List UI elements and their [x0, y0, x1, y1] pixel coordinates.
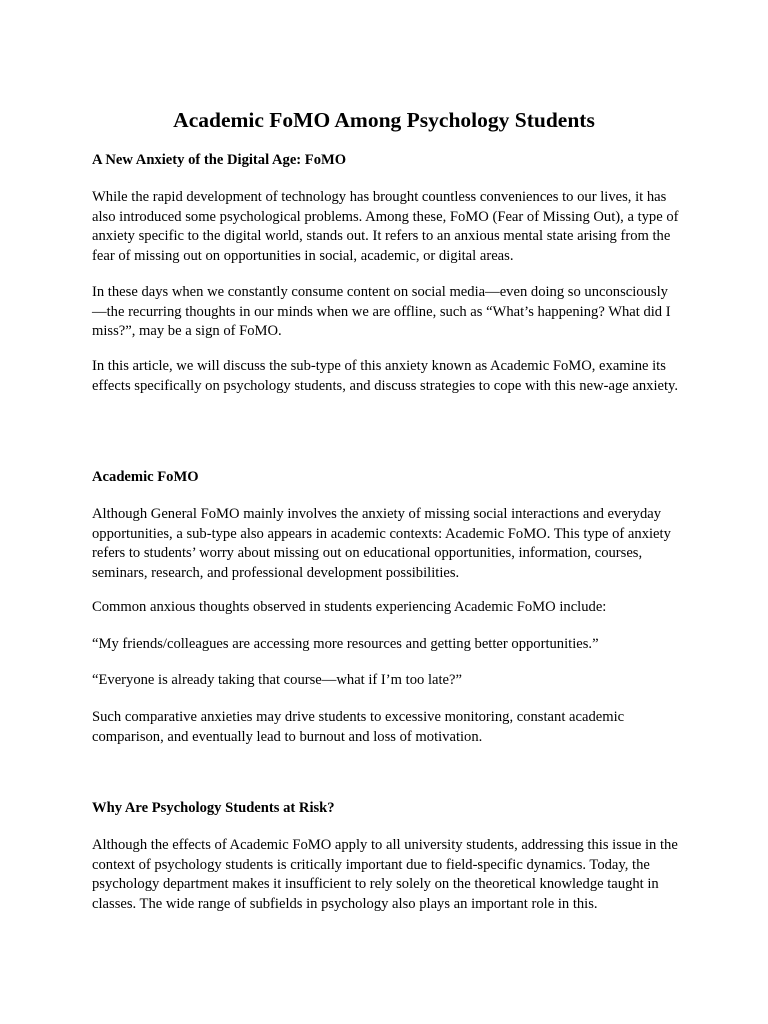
document-title: Academic FoMO Among Psychology Students	[173, 108, 595, 132]
section-heading-academic-fomo: Academic FoMO	[92, 469, 199, 485]
paragraph-article-overview: In this article, we will discuss the sub-type of this anxiety known as Academic FoMO, examine its effects specifically on psychology students, and discuss strategies to cope with this new-age anxiety.	[92, 358, 679, 394]
section-heading-psychology-risk: Why Are Psychology Students at Risk?	[92, 800, 335, 816]
paragraph-social-media: In these days when we constantly consume content on social media—even doing so unconsciously—the recurring thoughts in our minds when we are offline, such as “What’s happening? What did I miss?”, may be a sign of FoMO.	[92, 284, 671, 340]
paragraph-intro: While the rapid development of technology has brought countless conveniences to our lives, it has also introduced some psychological problems. Among these, FoMO (Fear of Missing Out), a type of anxiety specific to the digital world, stands out. It refers to an anxious mental state arising from the fear of missing out on opportunities in social, academic, or digital areas.	[92, 189, 679, 264]
section-heading-digital-age: A New Anxiety of the Digital Age: FoMO	[92, 152, 347, 168]
paragraph-psychology-students: Although the effects of Academic FoMO apply to all university students, addressing this issue in the context of psychology students is critically important due to field-specific dynamics. Today, the psychology department makes it insufficient to rely solely on the theoretical knowledge taught in classes. The wide range of subfields in psychology also plays an important role in this.	[92, 837, 678, 912]
paragraph-comparative-anxieties: Such comparative anxieties may drive students to excessive monitoring, constant academic comparison, and eventually lead to burnout and loss of motivation.	[92, 709, 625, 745]
paragraph-common-thoughts: Common anxious thoughts observed in students experiencing Academic FoMO include:	[92, 599, 607, 615]
paragraph-academic-fomo-definition: Although General FoMO mainly involves the anxiety of missing social interactions and everyday opportunities, a sub-type also appears in academic contexts: Academic FoMO. This type of anxiety refers to students’ worry about missing out on educational opportunities, information, courses, seminars, research, and professional development possibilities.	[92, 506, 671, 581]
paragraph-quote-friends: “My friends/colleagues are accessing more resources and getting better opportunities.”	[92, 636, 599, 652]
paragraph-quote-course: “Everyone is already taking that course—what if I’m too late?”	[92, 672, 462, 688]
